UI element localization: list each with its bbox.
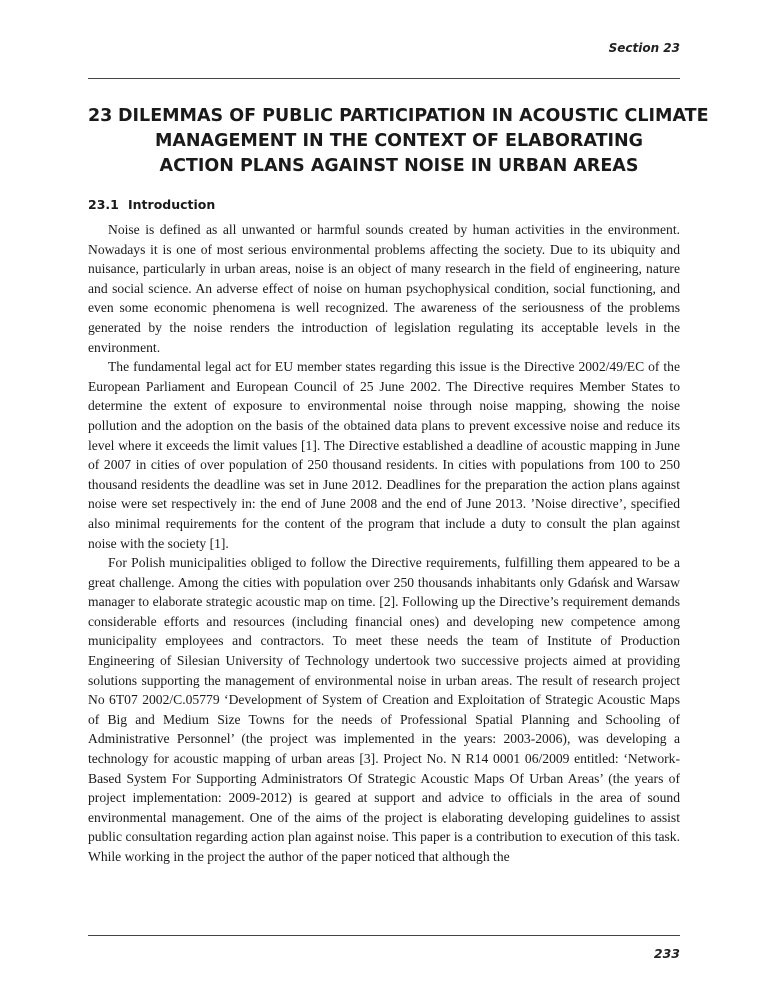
- running-head: Section 23: [608, 41, 680, 55]
- header-rule: [88, 78, 680, 79]
- chapter-title-line: DILEMMAS OF PUBLIC PARTICIPATION IN ACOUSTIC CLIMATE: [118, 106, 709, 126]
- footer-rule: [88, 935, 680, 936]
- page-number: 233: [653, 946, 680, 961]
- chapter-number: 23: [88, 106, 113, 126]
- paragraph: The fundamental legal act for EU member states regarding this issue is the Directive 2002/49/EC of the European Parliament and European Council of 25 June 2002. The Directive requires Member States to determine the extent of exposure to environmental noise through noise mapping, showing the noise pollution and the adoption on the basis of the obtained data plans to prevent excessive noise and reduce its level where it exceeds the limit values [1]. The Directive established a deadline of acoustic mapping in June of 2007 in cities of over population of 250 thousand residents. In cities with populations from 100 to 250 thousand residents the deadline was set in June 2012. Deadlines for the preparation the action plans against noise were set respectively in: the end of June 2008 and the end of June 2013. ’Noise directive’, specified also minimal requirements for the content of the program that include a duty to consult the plan against noise with the society [1].: [88, 359, 680, 551]
- chapter-title-line: ACTION PLANS AGAINST NOISE IN URBAN AREAS: [159, 156, 639, 176]
- chapter-title: [88, 104, 709, 179]
- section-title: Introduction: [128, 197, 216, 212]
- section-heading: [88, 197, 215, 212]
- paragraph: Noise is defined as all unwanted or harmful sounds created by human activities in the environment. Nowadays it is one of most serious environmental problems affecting the society. Due to its ubiquity and nuisance, particularly in urban areas, noise is an object of many research in the field of engineering, nature and social science. An adverse effect of noise on human psychophysical condition, social functioning, and even some economic phenomena is well recognized. The awareness of the seriousness of the problems generated by the noise renders the introduction of legislation regulating its acceptable levels in the environment.: [88, 222, 680, 355]
- chapter-title-lines: [88, 104, 709, 179]
- paragraph: For Polish municipalities obliged to follow the Directive requirements, fulfilling them appeared to be a great challenge. Among the cities with population over 250 thousands inhabitants only Gdańsk and Warsaw manager to elaborate strategic acoustic map on time. [2]. Following up the Directive’s requirement demands considerable efforts and resources (including financial ones) and developing new competence among municipality employees and contractors. To meet these needs the team of Institute of Production Engineering of Silesian University of Technology undertook two successive projects aimed at providing solutions supporting the management of environmental noise in urban areas. The result of research project No 6T07 2002/C.05779 ‘Development of System of Creation and Exploitation of Strategic Acoustic Maps of Big and Medium Size Towns for the needs of Professional Spatial Planning and Schooling of Administrative Personnel’ (the project was implemented in the years: 2003-2006), was developing a technology for acoustic mapping of urban areas [3]. Project No. N R14 0001 06/2009 entitled: ‘Network-Based System For Supporting Administrators Of Strategic Acoustic Maps Of Urban Areas’ (the years of project implementation: 2009-2012) is geared at support and advice to officials in the area of sound environmental management. One of the aims of the project is elaborating developing guidelines to assist public consultation regarding action plan against noise. This paper is a contribution to execution of this task. While working in the project the author of the paper noticed that although the: [88, 555, 680, 864]
- body-text: [88, 220, 680, 867]
- section-number: 23.1: [88, 197, 119, 212]
- chapter-title-line: MANAGEMENT IN THE CONTEXT OF ELABORATING: [154, 131, 644, 151]
